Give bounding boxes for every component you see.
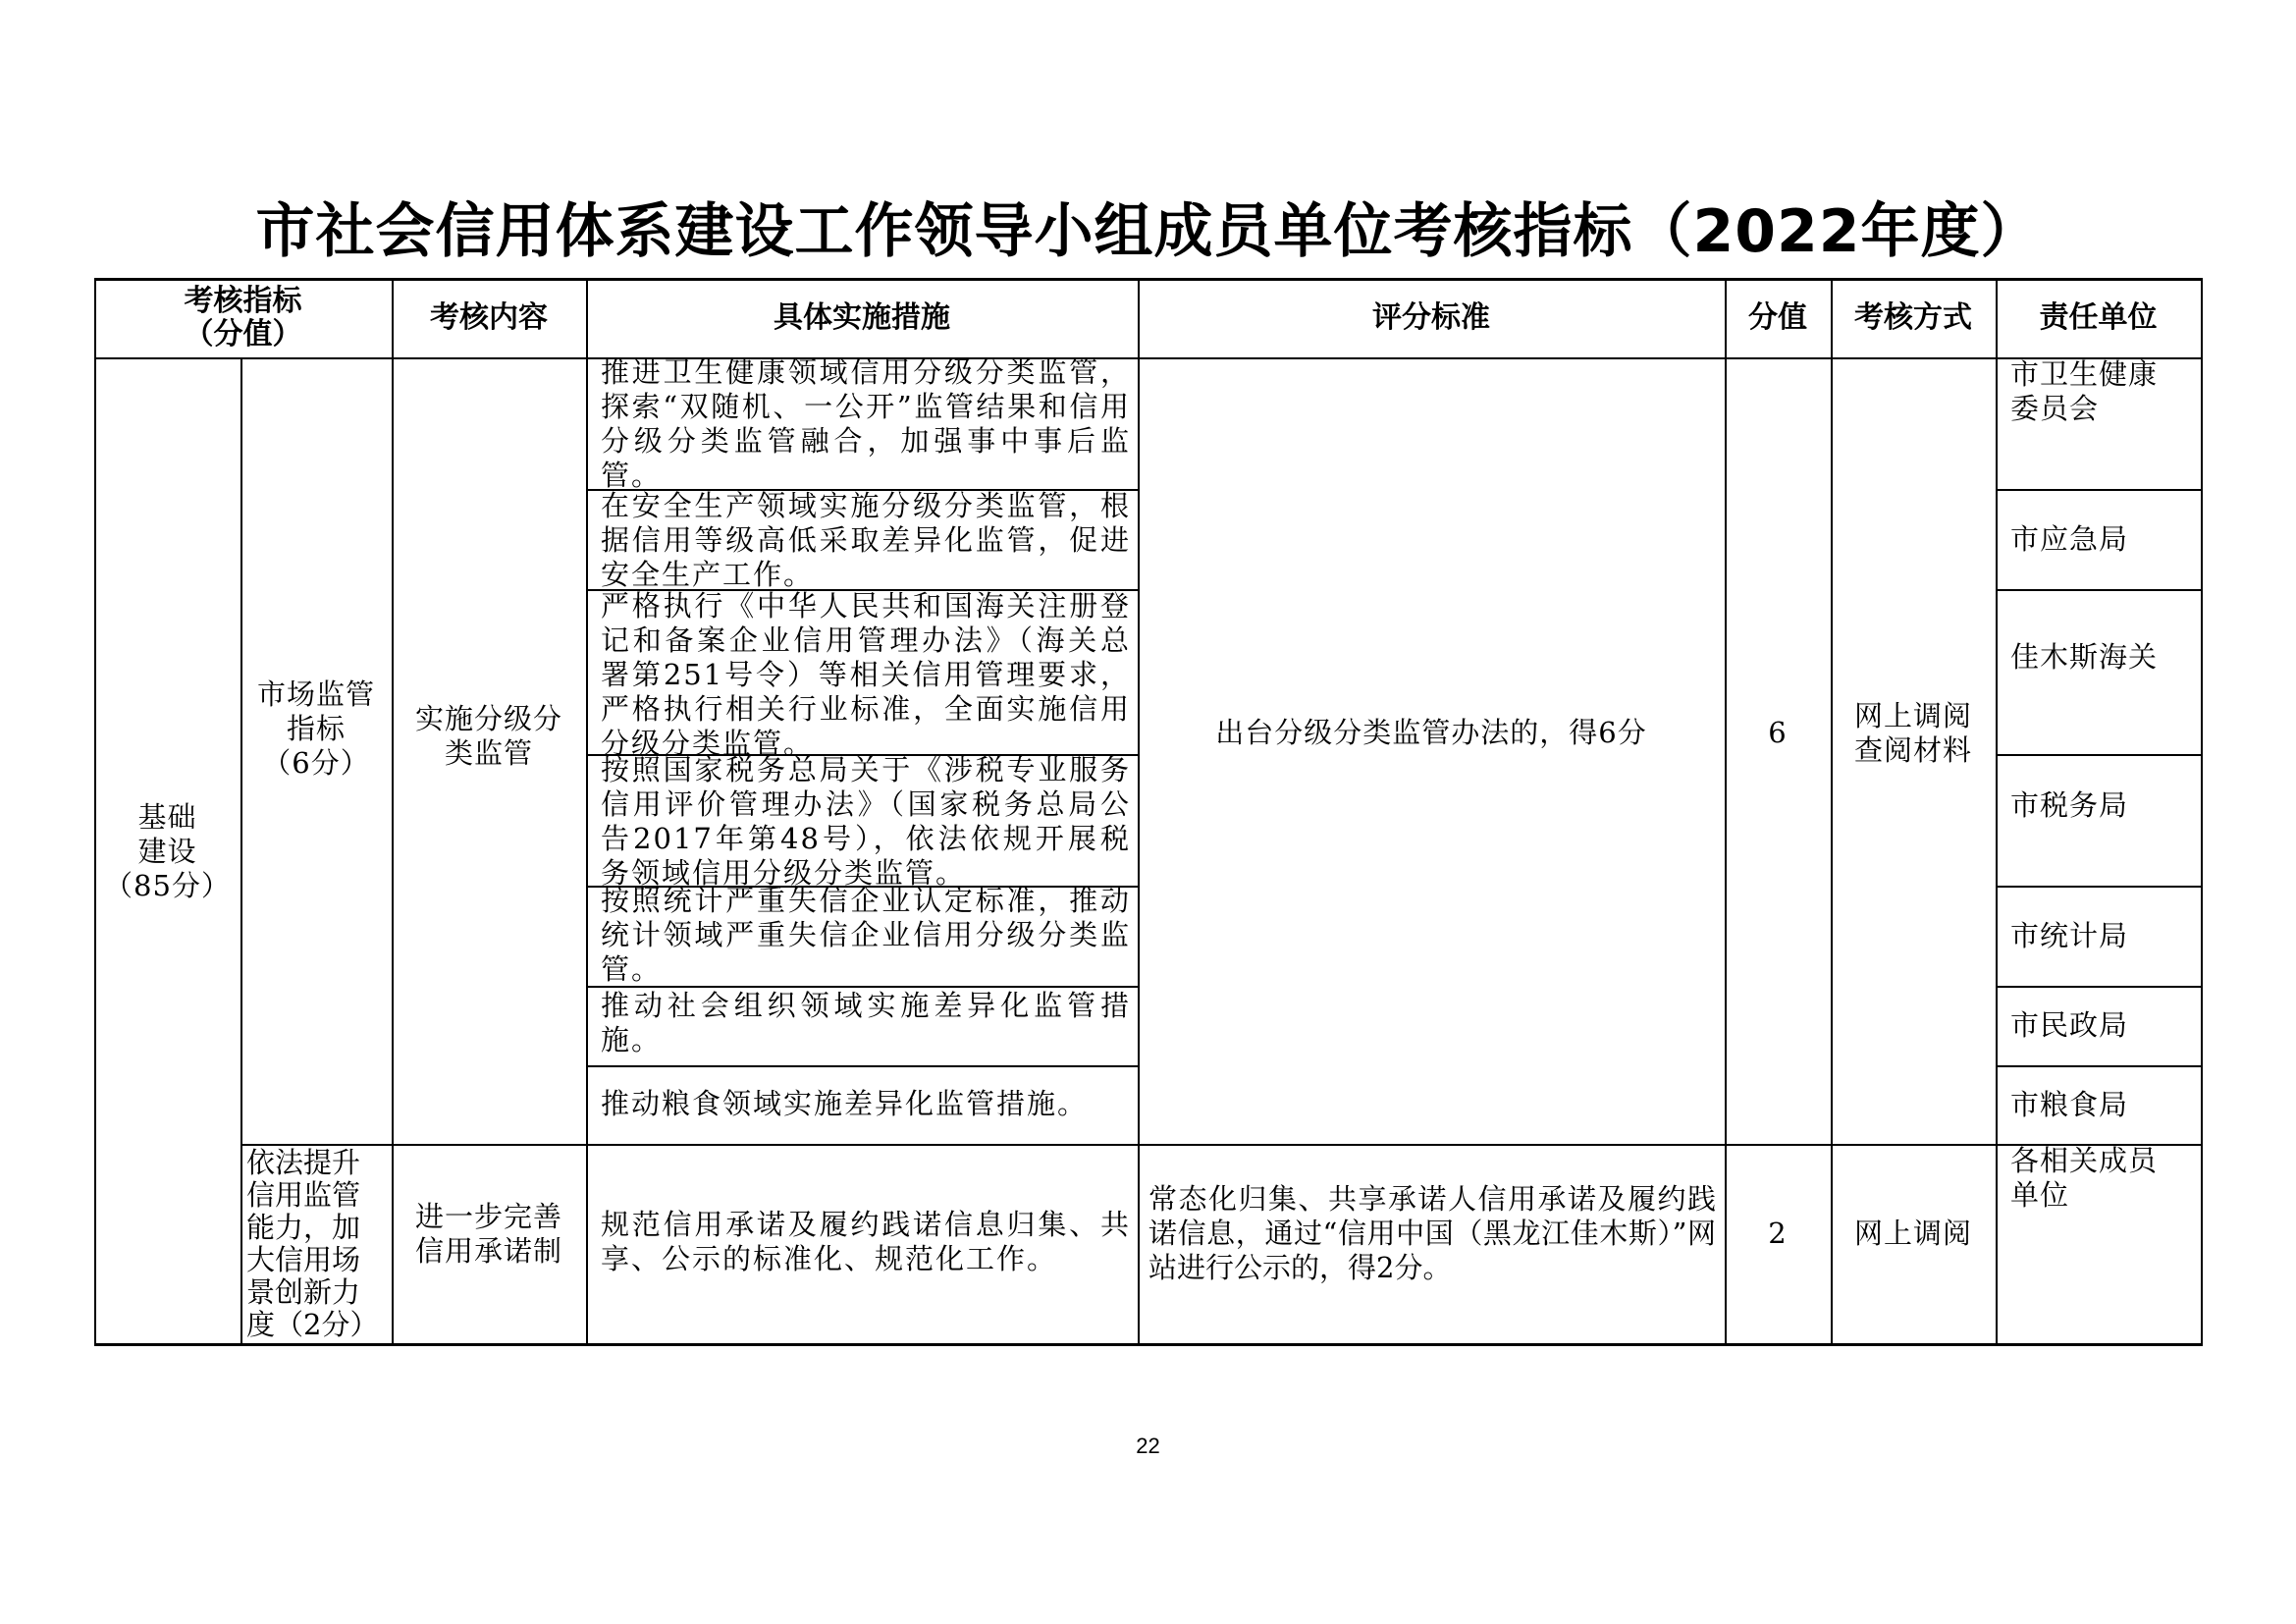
header-method: 考核方式	[1854, 299, 1972, 335]
header-indicator	[94, 278, 392, 357]
group1-indicator-line3: （6分）	[262, 745, 370, 780]
group1-measure-5: 按照统计严重失信企业认定标准，推动统计领域严重失信企业信用分级分类监管。	[601, 884, 1131, 986]
group1-score: 6	[1768, 716, 1788, 749]
category-line3: （85分）	[104, 868, 231, 902]
group2-score: 2	[1768, 1217, 1788, 1250]
header-standard: 评分标准	[1372, 299, 1490, 335]
page-number: 22	[1136, 1434, 1160, 1458]
group2-unit-line1: 各相关成员	[2010, 1144, 2159, 1177]
group2-indicator-line2: 信用监管	[246, 1177, 361, 1212]
category-line2: 建设	[137, 834, 197, 868]
group1-measure-1: 推进卫生健康领域信用分级分类监管，探索“双随机、一公开”监管结果和信用分级分类监管融合，加强事中事后监管。	[601, 355, 1131, 492]
group1-unit-1	[2010, 357, 2197, 489]
group1-measure-7: 推动粮食领域实施差异化监管措施。	[601, 1087, 1089, 1120]
group1-measure-4: 按照国家税务总局关于《涉税专业服务信用评价管理办法》（国家税务总局公告2017年第48号），依法依规开展税务领域信用分级分类监管。	[601, 753, 1131, 890]
group1-indicator-line2: 指标	[286, 711, 346, 745]
group1-unit-4: 市税务局	[2010, 787, 2129, 822]
category-line1: 基础	[137, 799, 197, 834]
header-indicator-label: 考核指标	[184, 283, 302, 318]
group2-standard: 常态化归集、共享承诺人信用承诺及履约践诺信息，通过“信用中国（黑龙江佳木斯）”网站进行公示的，得2分。	[1148, 1182, 1716, 1284]
group1-unit-1-line2: 委员会	[2010, 392, 2100, 425]
header-score: 分值	[1748, 299, 1807, 335]
group2-indicator-line4: 大信用场	[246, 1242, 361, 1276]
header-unit: 责任单位	[2039, 299, 2158, 335]
header-content: 考核内容	[430, 299, 548, 335]
category-cell	[94, 357, 240, 1345]
group1-method-line2: 查阅材料	[1853, 732, 1972, 767]
group1-unit-6: 市民政局	[2010, 1008, 2129, 1042]
group2-method: 网上调阅	[1853, 1217, 1972, 1250]
group1-unit-5: 市统计局	[2010, 918, 2129, 952]
group2-measure: 规范信用承诺及履约践诺信息归集、共享、公示的标准化、规范化工作。	[601, 1208, 1131, 1275]
group1-measure-3: 严格执行《中华人民共和国海关注册登记和备案企业信用管理办法》（海关总署第251号令）等相关信用管理要求，严格执行相关行业标准，全面实施信用分级分类监管。	[601, 589, 1131, 760]
group2-unit-line2: 单位	[2010, 1178, 2070, 1212]
group2-unit	[2010, 1144, 2197, 1343]
group1-unit-1-line1: 市卫生健康	[2010, 357, 2159, 391]
group2-indicator	[246, 1144, 388, 1343]
header-measures: 具体实施措施	[774, 299, 950, 335]
group1-unit-3: 佳木斯海关	[2010, 639, 2159, 674]
group2-indicator-line1: 依法提升	[246, 1145, 361, 1179]
group1-unit-2: 市应急局	[2010, 521, 2129, 556]
group1-content-line1: 实施分级分	[414, 701, 562, 735]
group2-indicator-line5: 景创新力	[246, 1274, 361, 1309]
group2-indicator-line6: 度（2分）	[246, 1307, 379, 1341]
group1-method	[1831, 357, 1996, 1144]
group2-content-line2: 信用承诺制	[414, 1233, 562, 1268]
group2-content	[392, 1144, 586, 1343]
group2-indicator-line3: 能力，加	[246, 1210, 361, 1244]
group1-indicator-line1: 市场监管	[256, 677, 375, 711]
group1-content	[392, 357, 586, 1144]
group2-content-line1: 进一步完善	[414, 1199, 562, 1233]
page-title: 市社会信用体系建设工作领导小组成员单位考核指标（2022年度）	[255, 197, 2041, 266]
group1-content-line2: 类监管	[444, 735, 533, 770]
group1-standard: 出台分级分类监管办法的，得6分	[1215, 716, 1647, 749]
group1-unit-7: 市粮食局	[2010, 1087, 2129, 1121]
group1-method-line1: 网上调阅	[1853, 698, 1972, 732]
header-indicator-score-label: （分值）	[184, 316, 302, 352]
group1-measure-2: 在安全生产领域实施分级分类监管，根据信用等级高低采取差异化监管，促进安全生产工作。	[601, 489, 1131, 591]
group1-indicator	[240, 357, 392, 1144]
group1-measure-6: 推动社会组织领域实施差异化监管措施。	[601, 989, 1131, 1056]
